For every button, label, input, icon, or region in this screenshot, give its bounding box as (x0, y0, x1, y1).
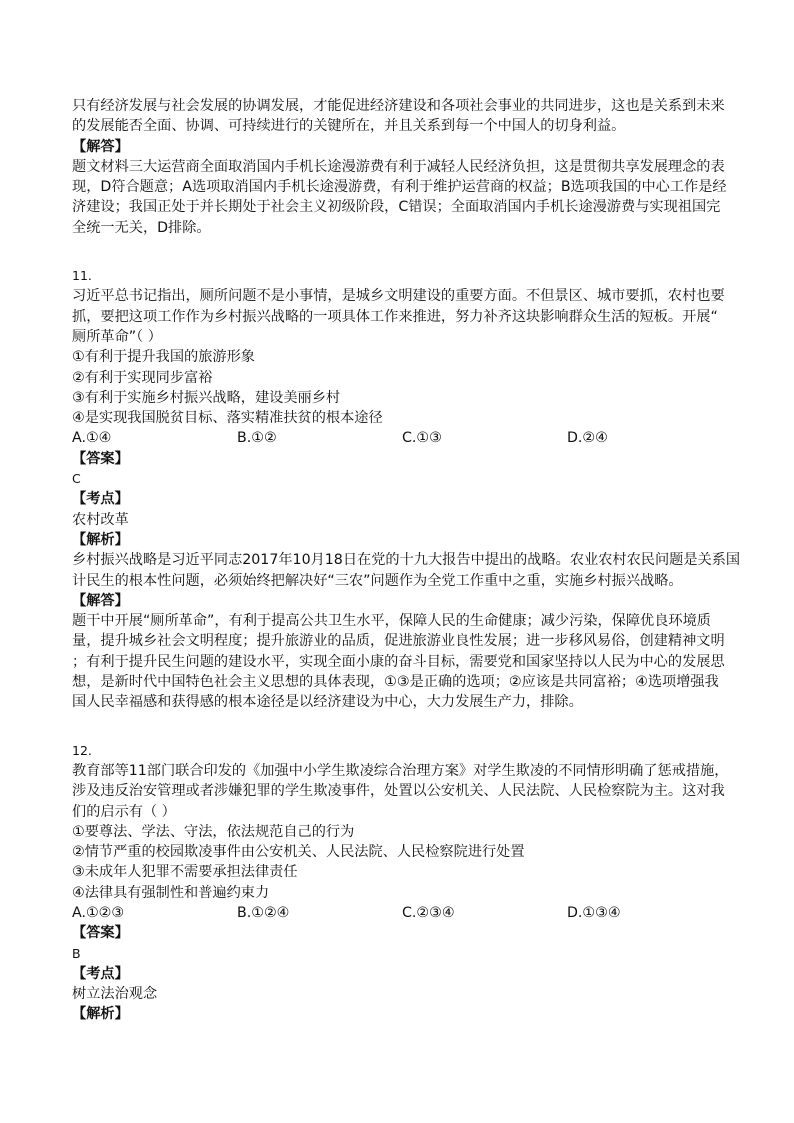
text-line: 济建设；我国正处于并长期处于社会主义初级阶段，C错误；全面取消国内手机长途漫游费与实现祖国完 (72, 199, 721, 216)
text-line: 现，D符合题意；A选项取消国内手机长途漫游费，有利于维护运营商的权益；B选项我国的中心工作是经 (72, 179, 727, 196)
statement-item: ③未成年人犯罪不需要承担法律责任 (72, 864, 298, 881)
text-line: 题文材料三大运营商全面取消国内手机长途漫游费有利于减轻人民经济负担，这是贯彻共享发展理念的表 (72, 158, 725, 175)
topic-heading: 【考点】 (72, 491, 129, 508)
solution-heading: 【解答】 (72, 592, 129, 609)
option-d: D.②④ (567, 430, 608, 447)
q10-analysis (72, 96, 732, 238)
question-stem: 教育部等11部门联合印发的《加强中小学生欺凌综合治理方案》对学生欺凌的不同情形明确了惩戒措施， (72, 762, 729, 779)
option-c: C.①③ (402, 430, 442, 447)
answer-heading: 【答案】 (72, 925, 129, 942)
text-line: 的发展能否全面、协调、可持续进行的关键所在，并且关系到每一个中国人的切身利益。 (72, 118, 626, 135)
statement-item: ③有利于实施乡村振兴战略，建设美丽乡村 (72, 389, 341, 406)
option-a: A.①②③ (72, 904, 125, 921)
option-c: C.②③④ (402, 904, 455, 921)
option-b: B.①②④ (237, 904, 290, 921)
question-12 (72, 741, 732, 1025)
text-line: 只有经济发展与社会发展的协调发展，才能促进经济建设和各项社会事业的共同进步，这也是关系到未来 (72, 98, 725, 114)
section-heading: 【解答】 (72, 138, 129, 155)
answer-heading: 【答案】 (72, 450, 129, 467)
statement-item: ①有利于提升我国的旅游形象 (72, 349, 255, 366)
analysis-text: 乡村振兴战略是习近平同志2017年10月18日在党的十九大报告中提出的战略。农业农村农民问题是关系国 (72, 552, 741, 569)
option-a: A.①④ (72, 430, 112, 447)
statement-item: ②有利于实现同步富裕 (72, 369, 213, 386)
solution-text: 想，是新时代中国特色社会主义思想的具体表现，①③是正确的选项；②应该是共同富裕；④选项增强我 (72, 674, 719, 691)
question-number: 11. (72, 268, 92, 284)
statement-item: ④是实现我国脱贫目标、落实精准扶贫的根本途径 (72, 410, 383, 427)
analysis-heading: 【解析】 (72, 1006, 129, 1023)
question-11 (72, 266, 741, 713)
topic-value: 农村改革 (72, 511, 129, 528)
solution-text: ；有利于提升民生问题的建设水平，实现全面小康的奋斗目标，需要党和国家坚持以人民为中心的发展思 (72, 653, 725, 670)
question-number: 12. (72, 742, 92, 758)
option-d: D.①③④ (567, 904, 621, 921)
statement-item: ④法律具有强制性和普遍约束力 (72, 884, 270, 901)
topic-heading: 【考点】 (72, 965, 129, 982)
solution-text: 题干中开展“厕所革命”，有利于提高公共卫生水平，保障人民的生命健康；减少污染，保障优良环境质 (72, 613, 711, 630)
question-stem: 厕所革命”（ ） (72, 328, 162, 345)
answer-value: C (72, 471, 81, 487)
question-stem: 习近平总书记指出，厕所问题不是小事情，是城乡文明建设的重要方面。不但景区、城市要抓，农村也要 (72, 288, 725, 305)
solution-text: 量，提升城乡社会文明程度；提升旅游业的品质，促进旅游业良性发展；进一步移风易俗，创建精神文明 (72, 633, 725, 650)
question-stem: 涉及违反治安管理或者涉嫌犯罪的学生欺凌事件，处置以公安机关、人民法院、人民检察院为主。这对我 (72, 783, 725, 800)
solution-text: 国人民幸福感和获得感的根本途径是以经济建设为中心，大力发展生产力，排除。 (72, 694, 583, 711)
answer-options (72, 903, 732, 923)
statement-item: ①要尊法、学法、守法，依法规范自己的行为 (72, 823, 355, 840)
topic-value: 树立法治观念 (72, 986, 158, 1003)
answer-value: B (72, 945, 81, 961)
document-page (72, 96, 741, 1025)
option-b: B.①② (237, 430, 277, 447)
question-stem: 们的启示有（ ） (72, 803, 176, 820)
question-stem: 抓，要把这项工作作为乡村振兴战略的一项具体工作来推进，努力补齐这块影响群众生活的短板。开展“ (72, 308, 718, 325)
analysis-text: 计民生的根本性问题，必须始终把解决好“三农”问题作为全党工作重中之重，实施乡村振兴战略。 (72, 572, 683, 589)
statement-item: ②情节严重的校园欺凌事件由公安机关、人民法院、人民检察院进行处置 (72, 844, 525, 861)
text-line: 全统一无关，D排除。 (72, 219, 211, 236)
analysis-heading: 【解析】 (72, 531, 129, 548)
answer-options (72, 428, 732, 448)
